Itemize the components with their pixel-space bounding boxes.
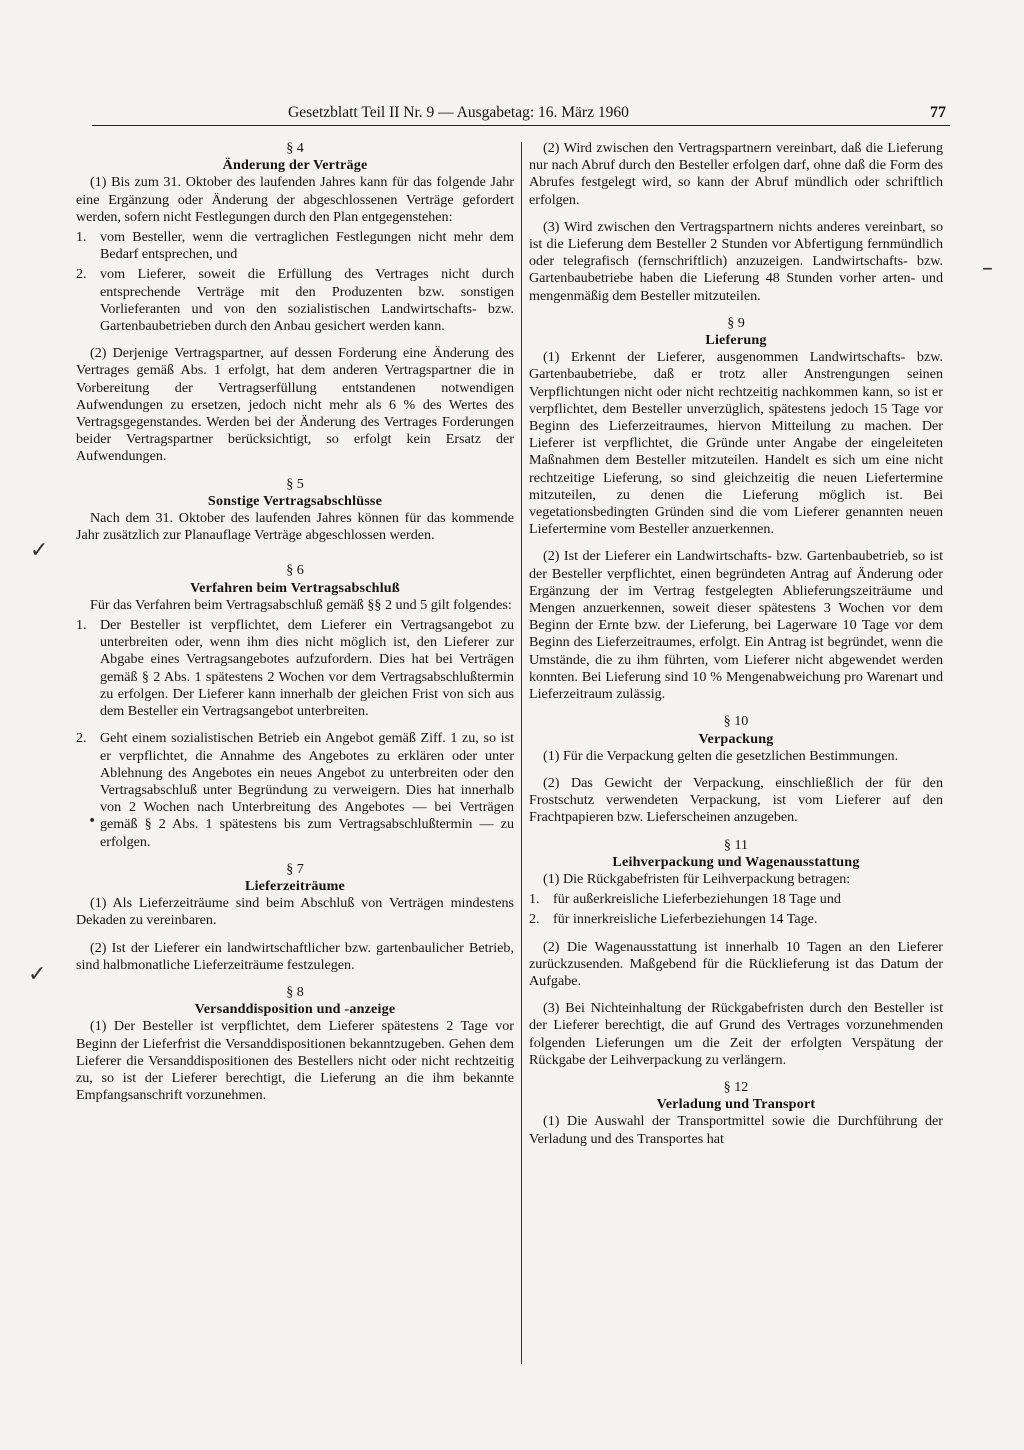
section-4 [76,140,514,466]
list-item [76,617,514,720]
paragraph: (1) Als Lieferzeiträume sind beim Abschluß von Verträgen mindestens Dekaden zu vereinbaren. [76,895,514,929]
section-number: § 8 [286,983,304,1000]
paragraph: (1) Die Rückgabefristen für Leihverpackung betragen: [543,870,851,887]
list-item [529,891,943,908]
paragraph: (1) Bis zum 31. Oktober des laufenden Jahres kann für das folgende Jahr eine Ergänzung oder Änderung der abgeschlossenen Verträge gefordert werden, sofern nicht Festlegungen durch den Plan entgegenstehen: [76,174,514,225]
section-heading: Versanddisposition und -anzeige [194,1001,396,1018]
margin-check-mark: ✓ [30,538,49,563]
paragraph: (2) Derjenige Vertragspartner, auf dessen Forderung eine Änderung des Vertrages gemäß Abs. 1 erfolgt, hat dem anderen Vertragspartner die in Vorbereitung der Vertragserfüllung entstandenen notwendigen Aufwendungen zu ersetzen, jedoch nicht mehr als 6 % des Wertes des Vertragsgegenstandes. Werden bei der Änderung des Vertrages Forderungen beider Vertragspartner berücksichtigt, so erfolgt kein Ersatz der Aufwendungen. [76,345,514,465]
list-item [76,730,514,850]
section-5 [76,476,514,545]
list-number: 1. [529,891,540,908]
section-11 [529,837,943,1069]
paragraph: (2) Das Gewicht der Verpackung, einschließlich der für den Frostschutz verwendeten Verpackung, ist vom Lieferer auf den Frachtpapieren bzw. Lieferscheinen anzugeben. [529,774,943,826]
section-heading: Leihverpackung und Wagenausstattung [612,853,860,870]
list-number: 2. [529,911,540,928]
paragraph: Für das Verfahren beim Vertragsabschluß gemäß §§ 2 und 5 gilt folgendes: [90,596,512,613]
section-number: § 5 [286,475,304,492]
list-number: 2. [76,266,87,283]
section-number: § 11 [723,836,749,853]
right-column [529,140,943,1151]
section-8 [76,984,514,1104]
section-heading: Sonstige Vertragsabschlüsse [207,492,383,509]
section-heading: Verpackung [698,730,774,747]
paragraph: (2) Ist der Lieferer ein Landwirtschafts- bzw. Gartenbaubetrieb, so ist der Besteller verpflichtet, einen begründeten Antrag auf Änderung oder Ergänzung der im Vertrag festgelegten Ablieferungszeiträume und Mengen anzuerkennen, soweit dieser spätestens 3 Wochen vor dem Beginn der Ernte bzw. der Lieferung, bei Lagerware 10 Tage vor dem Beginn des Lieferzeitraumes, erfolgt. Ein Antrag ist begründet, wenn die Umstände, die zu ihm führten, vom Lieferer nicht abgewendet werden konnten. Bei Lieferung sind 10 % Mengenabweichung pro Warenart und Lieferzeitraum zulässig. [529,548,943,703]
list-text: vom Lieferer, soweit die Erfüllung des Vertrages nicht durch entsprechende Verträge mit den Produzenten bzw. sonstigen Vorlieferanten und von den sozialistischen Landwirtschafts- bzw. Gartenbaubetrieben durch den Anbau gesichert werden kann. [100,266,514,335]
gazette-header-title: Gesetzblatt Teil II Nr. 9 — Ausgabetag: 16. März 1960 [288,104,629,121]
paragraph: (2) Ist der Lieferer ein landwirtschaftlicher bzw. gartenbaulicher Betrieb, sind halbmonatliche Lieferzeiträume festzulegen. [76,939,514,973]
section-heading: Verladung und Transport [656,1096,816,1113]
list-number: 1. [76,229,87,246]
section-9 [529,315,943,703]
section-heading: Lieferzeiträume [244,877,346,894]
list-number: 2. [76,730,87,747]
list-text: Der Besteller ist verpflichtet, dem Lieferer ein Vertragsangebot zu unterbreiten oder, wenn ihm dies nicht möglich ist, den Lieferer zur Abgabe eines Vertragsangebotes aufzufordern. Dies hat bei Verträgen gemäß § 2 Abs. 1 spätestens 2 Wochen vor dem Vertragsabschlußtermin zu erfolgen. Der Lieferer kann innerhalb der gleichen Frist von sich aus dem Besteller ein Vertragsangebot unterbreiten. [100,617,514,720]
section-number: § 4 [286,140,304,156]
list-item [76,229,514,263]
page-number: 77 [930,104,946,121]
section-number: § 12 [723,1078,749,1095]
paragraph: (1) Der Besteller ist verpflichtet, dem Lieferer spätestens 2 Tage vor Beginn der Lieferfrist die Versanddispositionen bekanntzugeben. Gehen dem Lieferer die Versanddispositionen des Bestellers nicht oder nicht rechtzeitig zu, so ist der Lieferer berechtigt, die Lieferung an die ihm bekannte Empfangsanschrift vorzunehmen. [76,1018,514,1104]
left-column [76,140,514,1107]
margin-dot-mark: • [88,813,97,829]
list-text: vom Besteller, wenn die vertraglichen Festlegungen nicht mehr dem Bedarf entsprechen, und [100,229,514,263]
paragraph: (1) Für die Verpackung gelten die gesetzlichen Bestimmungen. [543,747,899,764]
section-12 [529,1079,943,1148]
paragraph: Nach dem 31. Oktober des laufenden Jahres können für das kommende Jahr zusätzlich zur Planauflage Verträge abgeschlossen werden. [76,510,514,544]
section-heading: Lieferung [705,332,767,349]
list-text: Geht einem sozialistischen Betrieb ein Angebot gemäß Ziff. 1 zu, so ist er verpflichtet, die Annahme des Angebotes zu erklären oder unter Ablehnung des Angebotes ein neues Angebot zu unterbreiten oder den Vertragsabschluß unter Begründung zu verweigern. Dies hat innerhalb von 2 Wochen nach Unterbreitung des Angebotes — bei Verträgen gemäß § 2 Abs. 1 spätestens bis zum Vertragsabschlußtermin — zu erfolgen. [100,730,514,850]
section-number: § 9 [727,314,745,331]
margin-dash-mark: – [982,256,993,281]
section-8-continued [529,140,943,305]
section-7 [76,861,514,974]
list-item [529,911,943,928]
paragraph: (2) Die Wagenausstattung ist innerhalb 10 Tagen an den Lieferer zurückzusenden. Maßgebend für die Rücklieferung ist das Datum der Aufgabe. [529,938,943,989]
list-item [76,266,514,335]
page-header [92,104,950,126]
header-rule [92,125,950,126]
section-number: § 6 [286,562,304,579]
margin-check-mark: ✓ [28,962,47,987]
list-number: 1. [76,617,87,634]
section-heading: Verfahren beim Vertragsabschluß [190,579,400,596]
column-divider [521,142,522,1364]
section-6 [76,562,514,850]
list-text: für außerkreisliche Lieferbeziehungen 18 Tage und [553,891,841,908]
section-number: § 7 [286,860,304,877]
paragraph: (3) Bei Nichteinhaltung der Rückgabefristen durch den Besteller ist der Lieferer berechtigt, die auf Grund des Vertrages vorzunehmenden folgenden Lieferungen um die Zeit der erfolgten Verspätung der Rückgabe der Leihverpackung zu verlängern. [529,1000,943,1068]
section-number: § 10 [723,713,749,730]
section-10 [529,713,943,826]
section-heading: Änderung der Verträge [222,157,368,174]
paragraph: (2) Wird zwischen den Vertragspartnern vereinbart, daß die Lieferung nur nach Abruf durch den Besteller erfolgen darf, ohne daß die Form des Abrufes festgelegt wird, so kann der Abruf mündlich oder schriftlich erfolgen. [529,140,943,208]
list-text: für innerkreisliche Lieferbeziehungen 14 Tage. [553,911,818,928]
paragraph: (3) Wird zwischen den Vertragspartnern nichts anderes vereinbart, so ist die Lieferung dem Besteller 2 Stunden vor Abfertigung fernmündlich oder telegrafisch (fernschriftlich) anzuzeigen. Landwirtschafts- bzw. Gartenbaubetriebe haben die Lieferung 48 Stunden vorher arten- und mengenmäßig dem Besteller mitzuteilen. [529,218,943,304]
paragraph: (1) Erkennt der Lieferer, ausgenommen Landwirtschafts- bzw. Gartenbaubetriebe, daß er trotz aller Anstrengungen seinen Verpflichtungen nicht oder nicht rechtzeitig nachkommen kann, so ist er verpflichtet, dem Besteller unverzüglich, spätestens jedoch 15 Tage vor Beginn des Lieferzeitraumes, hiervon Mitteilung zu machen. Der Lieferer ist verpflichtet, die Gründe unter Angabe der eingeleiteten Maßnahmen dem Besteller mitzuteilen. Handelt es sich um eine nicht rechtzeitige Lieferung, so sind gleichzeitig die neuen Liefertermine mitzuteilen, zu denen die Lieferung möglich ist. Bei vegetationsbedingten Gründen sind die vom Lieferer genannten neuen Liefertermine vom Besteller anzuerkennen. [529,349,943,538]
paragraph: (1) Die Auswahl der Transportmittel sowie die Durchführung der Verladung und des Transportes hat [529,1113,943,1147]
